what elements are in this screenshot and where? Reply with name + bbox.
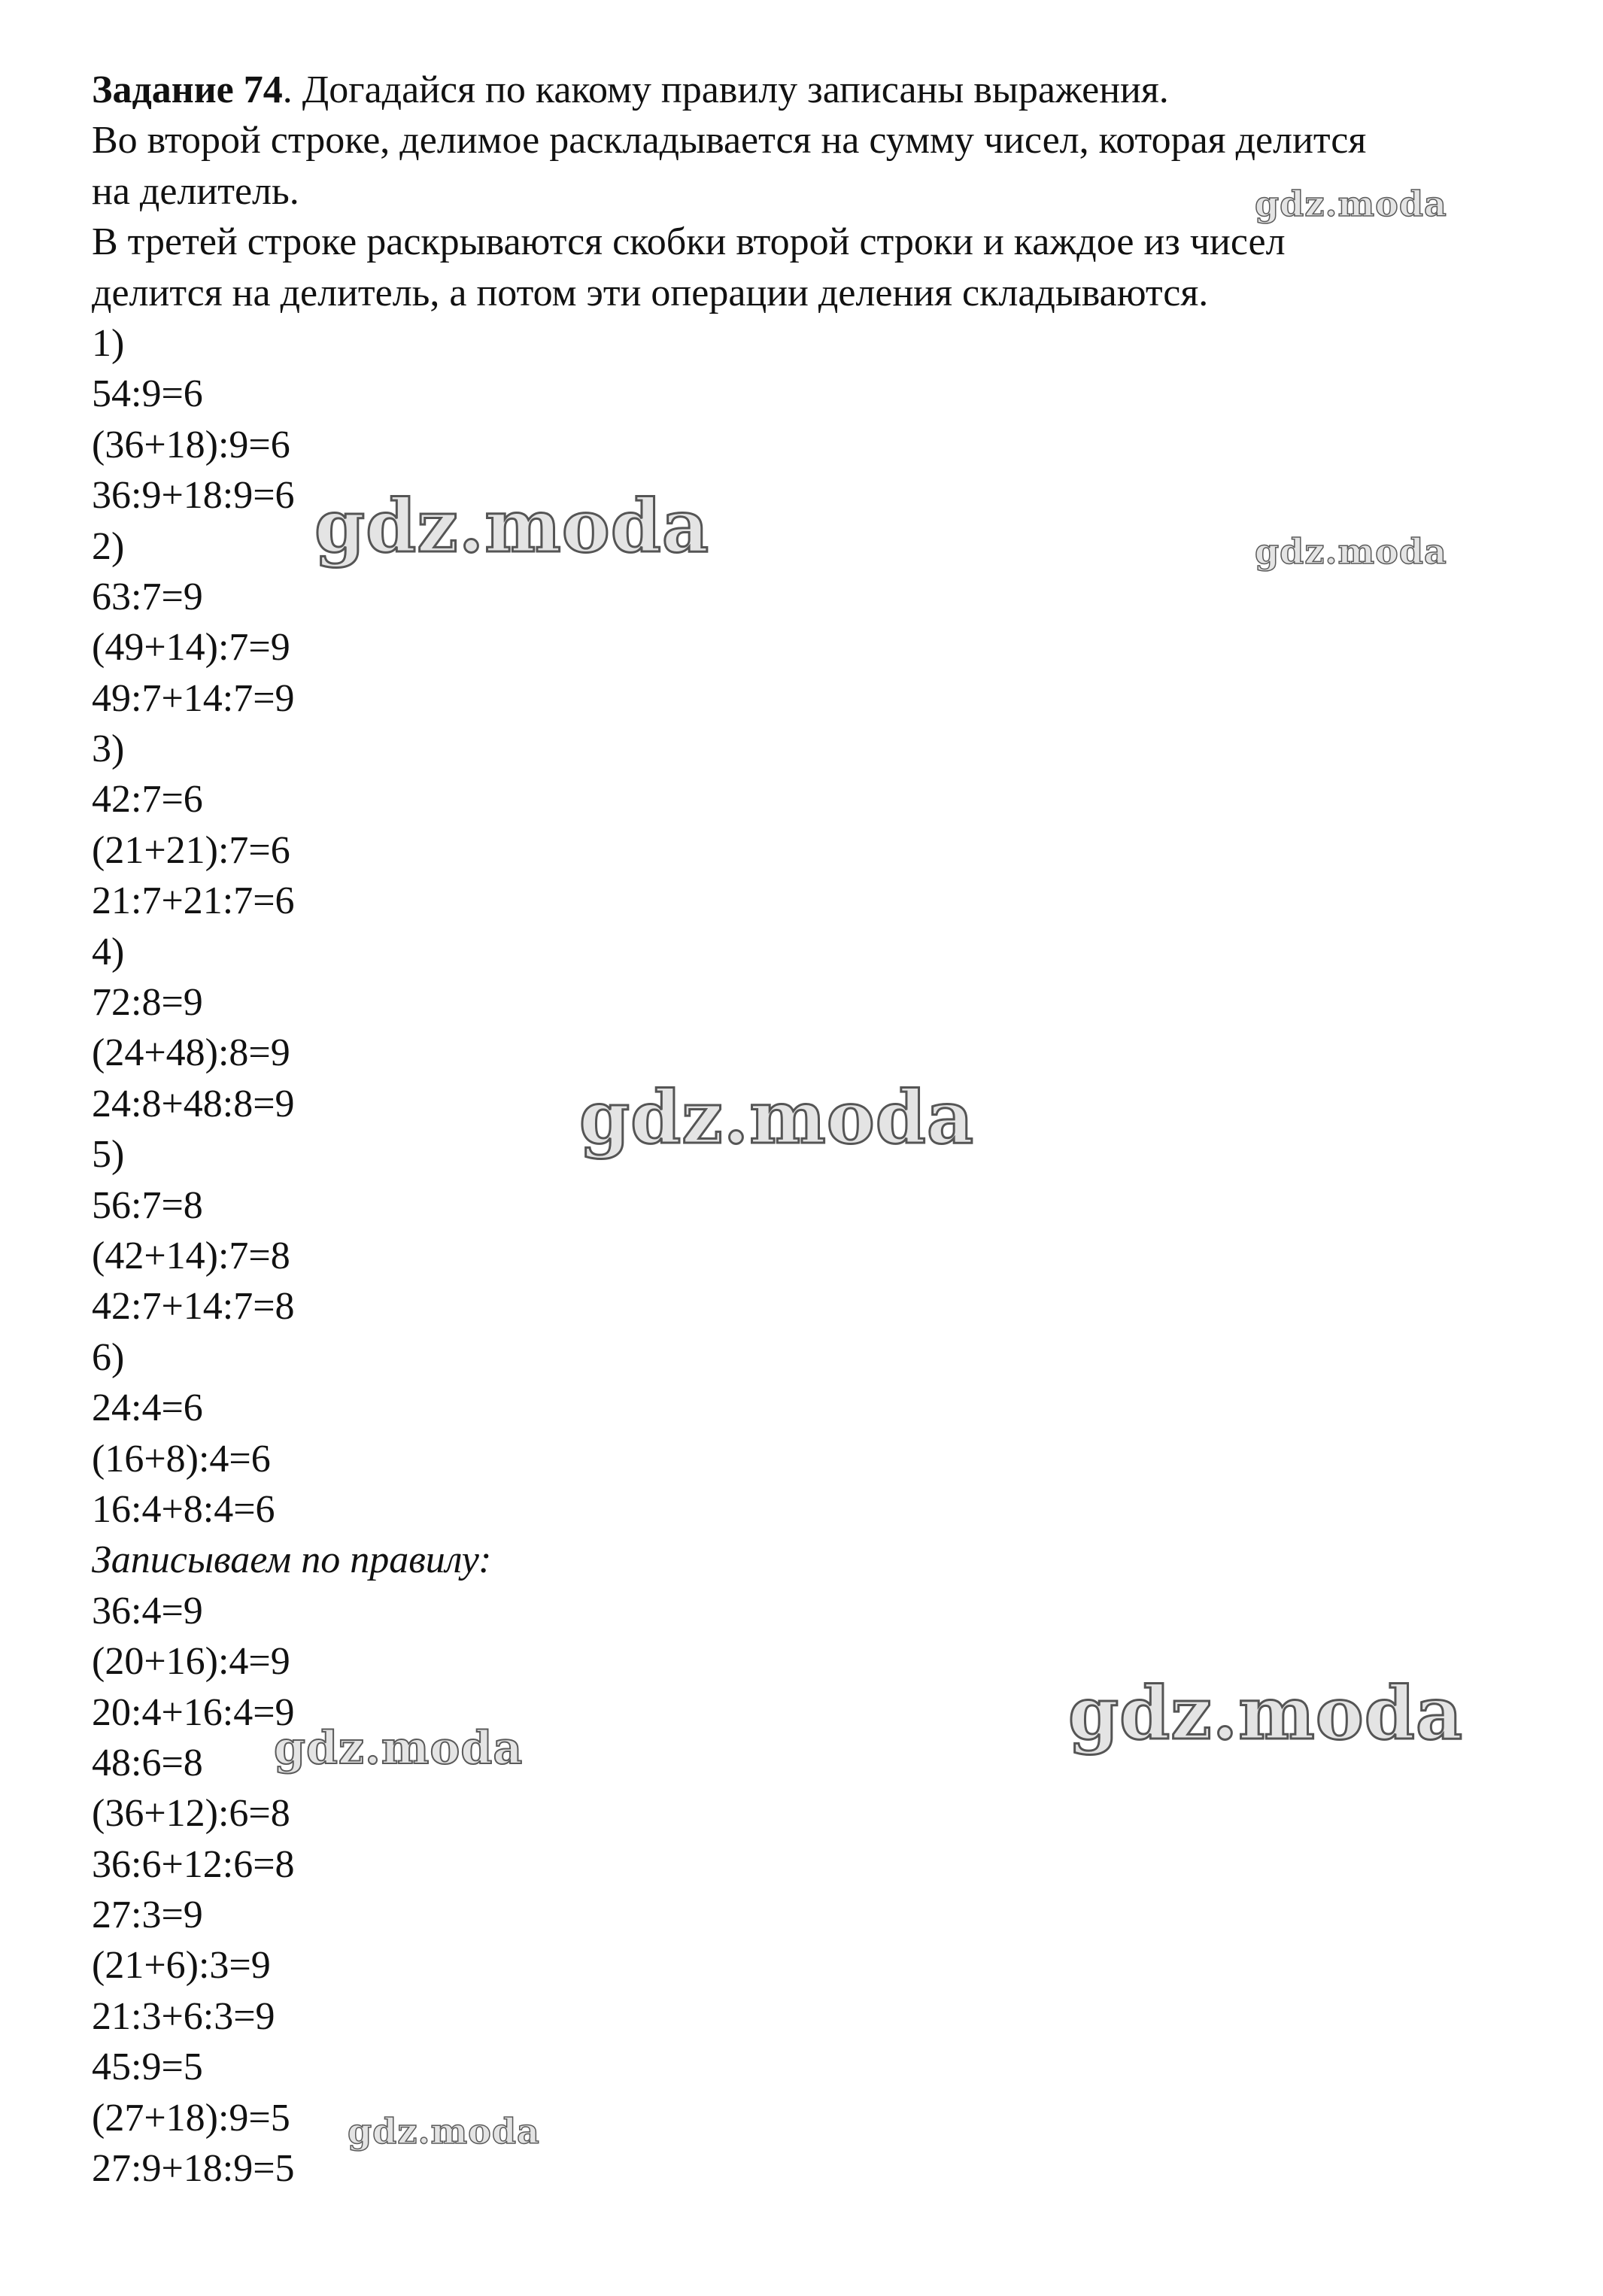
expression-line: (36+18):9=6 (92, 423, 290, 466)
rule-expression-line: 36:4=9 (92, 1589, 203, 1632)
task-title-text: . Догадайся по какому правилу записаны выражения. (282, 68, 1169, 111)
expression-line: 56:7=8 (92, 1183, 203, 1227)
expression-line: 54:9=6 (92, 372, 203, 416)
rule-expression-line: 45:9=5 (92, 2045, 203, 2089)
explanation-line: В третей строке раскрываются скобки второй строки и каждое из чисел (92, 220, 1286, 264)
expression-line: 49:7+14:7=9 (92, 676, 295, 720)
explanation-line: на делитель. (92, 169, 299, 213)
watermark: gdz.moda (1068, 1671, 1464, 1756)
example-number: 3) (92, 727, 125, 771)
example-number: 4) (92, 930, 125, 973)
example-number: 2) (92, 524, 125, 568)
watermark: gdz.moda (579, 1075, 975, 1160)
expression-line: 42:7+14:7=8 (92, 1285, 295, 1329)
example-number: 6) (92, 1335, 125, 1379)
expression-line: (16+8):4=6 (92, 1437, 271, 1481)
expression-line: 24:8+48:8=9 (92, 1082, 295, 1125)
rule-expression-line: (36+12):6=8 (92, 1792, 290, 1836)
explanation-line: Во второй строке, делимое раскладывается на сумму чисел, которая делится (92, 119, 1367, 162)
rule-expression-line: 21:3+6:3=9 (92, 1994, 275, 2038)
watermark: gdz.moda (1255, 531, 1447, 572)
watermark: gdz.moda (314, 484, 710, 569)
expression-line: 24:4=6 (92, 1386, 203, 1430)
expression-line: 21:7+21:7=6 (92, 879, 295, 923)
expression-line: 72:8=9 (92, 981, 203, 1025)
explanation-line: делится на делитель, а потом эти операции деления складываются. (92, 271, 1209, 314)
expression-line: 36:9+18:9=6 (92, 474, 295, 518)
example-number: 1) (92, 321, 125, 365)
rule-expression-line: 20:4+16:4=9 (92, 1690, 295, 1734)
example-number: 5) (92, 1133, 125, 1177)
expression-line: (42+14):7=8 (92, 1234, 290, 1277)
expression-line: 63:7=9 (92, 575, 203, 618)
rule-heading: Записываем по правилу: (92, 1538, 492, 1582)
rule-expression-line: 27:3=9 (92, 1894, 203, 1937)
task-title (92, 65, 1521, 115)
watermark: gdz.moda (274, 1722, 524, 1775)
expression-line: (49+14):7=9 (92, 626, 290, 670)
rule-expression-line: (20+16):4=9 (92, 1640, 290, 1684)
rule-expression-line: 48:6=8 (92, 1741, 203, 1784)
rule-expression-line: 27:9+18:9=5 (92, 2147, 295, 2191)
expression-line: (21+21):7=6 (92, 828, 290, 872)
watermark: gdz.moda (1255, 184, 1447, 224)
expression-line: 16:4+8:4=6 (92, 1487, 275, 1531)
watermark: gdz.moda (348, 2111, 540, 2152)
rule-expression-line: 36:6+12:6=8 (92, 1842, 295, 1886)
expression-line: (24+48):8=9 (92, 1031, 290, 1075)
rule-expression-line: (21+6):3=9 (92, 1944, 271, 1988)
task-title-bold: Задание 74 (92, 68, 283, 111)
rule-expression-line: (27+18):9=5 (92, 2096, 290, 2140)
expression-line: 42:7=6 (92, 778, 203, 822)
